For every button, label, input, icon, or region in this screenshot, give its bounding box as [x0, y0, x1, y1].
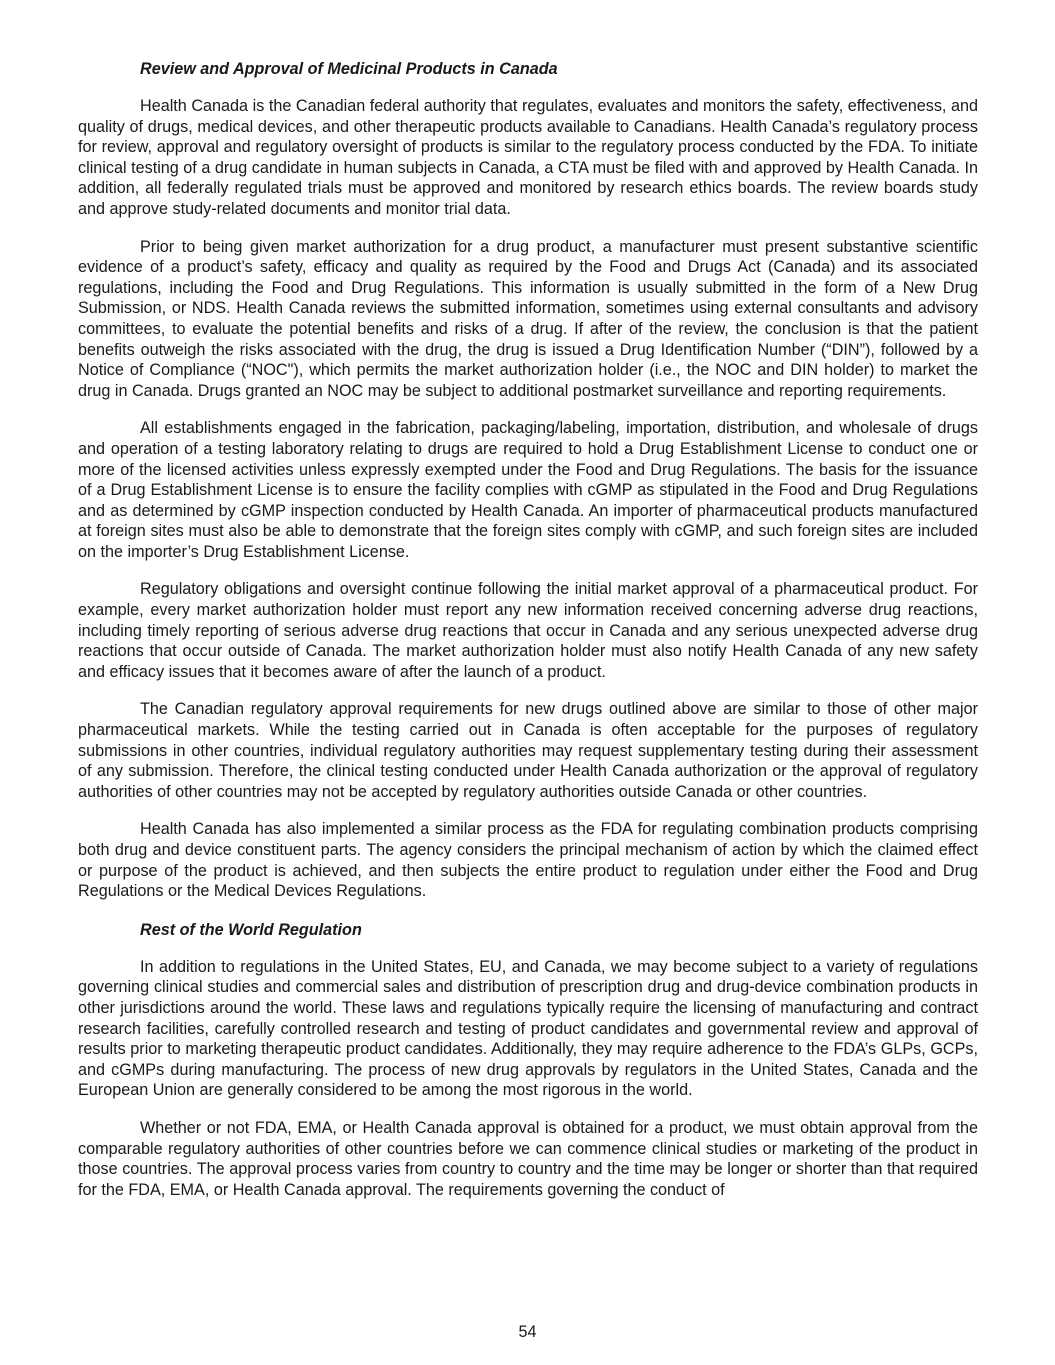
document-page	[78, 58, 978, 1217]
section-heading-rest-of-world: Rest of the World Regulation	[140, 920, 362, 939]
paragraph-market-authorization: Prior to being given market authorization for a drug product, a manufacturer must present substantive scientific evidence of a product’s safety, efficacy and quality as required by the Food and Drugs Act (Canada) and its associated regulations, including the Food and Drug Regulations. This information is usually submitted in the form of a New Drug Submission, or NDS. Health Canada reviews the submitted information, sometimes using external consultants and advisory committees, to evaluate the potential benefits and risks of a drug. If after of the review, the conclusion is that the patient benefits outweigh the risks associated with the drug, the drug is issued a Drug Identification Number (“DIN”), followed by a Notice of Compliance (“NOC"), which permits the market authorization holder (i.e., the NOC and DIN holder) to market the drug in Canada. Drugs granted an NOC may be subject to additional postmarket surveillance and reporting requirements.	[78, 237, 978, 400]
paragraph-drug-establishment-license: All establishments engaged in the fabrication, packaging/labeling, importation, distribution, and wholesale of drugs and operation of a testing laboratory relating to drugs are required to hold a Drug Establishment License to conduct one or more of the licensed activities unless expressly exempted under the Food and Drug Regulations. The basis for the issuance of a Drug Establishment License is to ensure the facility complies with cGMP as stipulated in the Food and Drug Regulations and as determined by cGMP inspection conducted by Health Canada. An importer of pharmaceutical products manufactured at foreign sites must also be able to demonstrate that the foreign sites comply with cGMP, and such foreign sites are included on the importer’s Drug Establishment License.	[78, 419, 978, 561]
paragraph-combination-products: Health Canada has also implemented a similar process as the FDA for regulating combination products comprising both drug and device constituent parts. The agency considers the principal mechanism of action by which the claimed effect or purpose of the product is achieved, and then subjects the entire product to regulation under either the Food and Drug Regulations or the Medical Devices Regulations.	[78, 820, 978, 901]
page-number: 54	[518, 1323, 537, 1341]
paragraph-health-canada-authority: Health Canada is the Canadian federal authority that regulates, evaluates and monitors the safety, effectiveness, and quality of drugs, medical devices, and other therapeutic products available to Canadians. Health Canada’s regulatory process for review, approval and regulatory oversight of products is similar to the regulatory process conducted by the FDA. To initiate clinical testing of a drug candidate in human subjects in Canada, a CTA must be filed with and approved by Health Canada. In addition, all federally regulated trials must be approved and monitored by research ethics boards. The review boards study and approve study-related documents and monitor trial data.	[78, 97, 978, 218]
paragraph-comparable-approval: Whether or not FDA, EMA, or Health Canada approval is obtained for a product, we must obtain approval from the comparable regulatory authorities of other countries before we can commence clinical studies or marketing of the product in those countries. The approval process varies from country to country and the time may be longer or shorter than that required for the FDA, EMA, or Health Canada approval. The requirements governing the conduct of	[78, 1118, 978, 1199]
section-heading-canada: Review and Approval of Medicinal Products in Canada	[140, 60, 558, 78]
paragraph-similar-requirements: The Canadian regulatory approval requirements for new drugs outlined above are similar to those of other major pharmaceutical markets. While the testing carried out in Canada is often acceptable for the purposes of regulatory submissions in other countries, individual regulatory authorities may request supplementary testing during their assessment of any submission. Therefore, the clinical testing conducted under Health Canada authorization or the approval of regulatory authorities of other countries may not be accepted by regulatory authorities outside Canada or other countries.	[78, 700, 978, 801]
paragraph-other-jurisdictions: In addition to regulations in the United States, EU, and Canada, we may become subject to a variety of regulations governing clinical studies and commercial sales and distribution of prescription drug and drug-device combination products in other jurisdictions around the world. These laws and regulations typically require the licensing of manufacturing and contract research facilities, carefully controlled research and testing of product candidates and governmental review and approval of results prior to marketing therapeutic product candidates. Additionally, they may require adherence to the FDA’s GLPs, GCPs, and cGMPs during manufacturing. The process of new drug approvals by regulators in the United States, Canada and the European Union are generally considered to be among the most rigorous in the world.	[78, 957, 978, 1100]
paragraph-postmarket-obligations: Regulatory obligations and oversight continue following the initial market approval of a pharmaceutical product. For example, every market authorization holder must report any new information received concerning adverse drug reactions, including timely reporting of serious adverse drug reactions that occur in Canada and any serious unexpected adverse drug reactions that occur outside of Canada. The market authorization holder must also notify Health Canada of any new safety and efficacy issues that it becomes aware of after the launch of a product.	[78, 580, 978, 681]
